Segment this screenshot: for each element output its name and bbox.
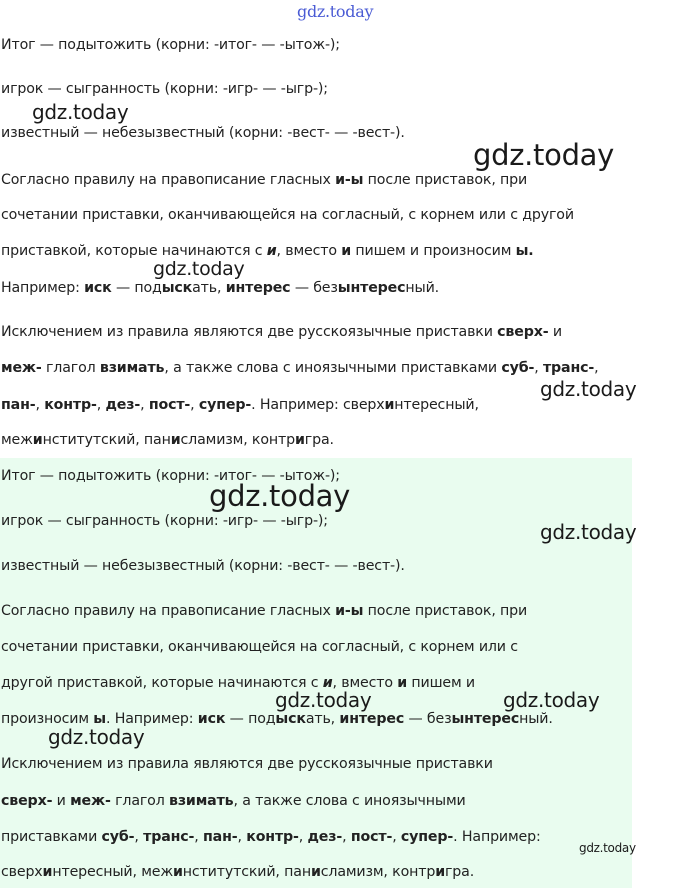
emphasis-segment: суб- xyxy=(501,360,535,376)
text-segment: сочетании приставки, оканчивающейся на согласный, с корнем или с xyxy=(1,639,518,655)
emphasis-segment: сверх- xyxy=(497,324,549,340)
text-segment: ать, xyxy=(192,280,226,296)
text-segment: сверх xyxy=(1,864,43,880)
text-segment: , xyxy=(190,397,199,413)
text-segment: , xyxy=(194,829,204,845)
watermark: gdz.today xyxy=(579,841,636,855)
text-segment: сочетании приставки, оканчивающейся на согласный, с корнем или с другой xyxy=(1,207,574,223)
text-line xyxy=(1,322,562,342)
text-line xyxy=(1,205,574,225)
emphasis-segment: пост- xyxy=(148,397,191,413)
text-segment: глагол xyxy=(110,793,169,809)
emphasis-segment: дез- xyxy=(307,829,343,845)
text-line xyxy=(1,395,479,415)
watermark: gdz.today xyxy=(540,377,637,401)
text-line xyxy=(1,241,534,261)
text-segment: , xyxy=(534,360,543,376)
text-segment: , вместо xyxy=(276,243,342,259)
text-line xyxy=(1,556,405,576)
text-line xyxy=(1,170,527,190)
text-line xyxy=(1,79,328,99)
text-segment: сламизм, контр xyxy=(320,864,436,880)
text-segment: нститутский, пан xyxy=(182,864,311,880)
text-segment: . Например: сверх xyxy=(251,397,385,413)
text-segment: известный — небезызвестный (корни: -вест- — -вест-). xyxy=(1,558,405,574)
emphasis-segment: интерес xyxy=(339,711,405,727)
emphasis-segment: и xyxy=(322,675,333,691)
emphasis-segment: ынтерес xyxy=(451,711,520,727)
text-line xyxy=(1,637,518,657)
text-segment: ать, xyxy=(305,711,340,727)
text-segment: , xyxy=(134,829,144,845)
text-segment: после приставок, при xyxy=(363,172,528,188)
watermark: gdz.today xyxy=(297,2,374,21)
emphasis-segment: меж- xyxy=(1,360,42,376)
emphasis-segment: сверх- xyxy=(1,793,53,809)
text-segment: Например: xyxy=(1,280,85,296)
text-segment: нститутский, пан xyxy=(42,432,171,448)
emphasis-segment: и xyxy=(172,864,183,880)
emphasis-segment: суб- xyxy=(101,829,135,845)
text-segment: , xyxy=(35,397,45,413)
text-line xyxy=(1,123,405,143)
emphasis-segment: ыск xyxy=(161,280,193,296)
watermark: gdz.today xyxy=(48,725,145,749)
text-segment: и xyxy=(548,324,562,340)
emphasis-segment: и xyxy=(170,432,181,448)
emphasis-segment: дез- xyxy=(105,397,141,413)
emphasis-segment: иск xyxy=(84,280,112,296)
text-segment: известный — небезызвестный (корни: -вест- — -вест-). xyxy=(1,125,405,141)
text-segment: пишем и xyxy=(407,675,475,691)
emphasis-segment: ы xyxy=(93,711,106,727)
text-segment: другой приставкой, которые начинаются с xyxy=(1,675,323,691)
text-segment: игрок — сыгранность (корни: -игр- — -ыгр-); xyxy=(1,513,328,529)
text-segment: . Например: xyxy=(105,711,198,727)
watermark: gdz.today xyxy=(473,138,615,172)
text-segment: пишем и произносим xyxy=(351,243,516,259)
watermark: gdz.today xyxy=(209,479,351,513)
text-segment: гра. xyxy=(445,864,475,880)
emphasis-segment: и xyxy=(294,432,305,448)
emphasis-segment: контр- xyxy=(44,397,97,413)
watermark: gdz.today xyxy=(540,520,637,544)
watermark: gdz.today xyxy=(32,100,129,124)
emphasis-segment: транс- xyxy=(542,360,595,376)
emphasis-segment: и-ы xyxy=(335,603,364,619)
text-segment: , а также слова с иноязычными xyxy=(233,793,466,809)
emphasis-segment: пост- xyxy=(350,829,393,845)
emphasis-segment: контр- xyxy=(246,829,299,845)
emphasis-segment: меж- xyxy=(70,793,111,809)
text-line xyxy=(1,430,334,450)
text-segment: , xyxy=(298,829,308,845)
text-line xyxy=(1,601,527,621)
emphasis-segment: пан- xyxy=(1,397,36,413)
emphasis-segment: интерес xyxy=(225,280,291,296)
text-segment: — без xyxy=(404,711,452,727)
emphasis-segment: супер- xyxy=(198,397,252,413)
watermark: gdz.today xyxy=(275,688,372,712)
text-segment: , xyxy=(342,829,351,845)
text-segment: приставками xyxy=(1,829,102,845)
emphasis-segment: и xyxy=(266,243,277,259)
emphasis-segment: и xyxy=(341,243,352,259)
text-segment: Исключением из правила являются две русскоязычные приставки xyxy=(1,324,498,340)
emphasis-segment: и xyxy=(42,864,53,880)
emphasis-segment: и xyxy=(32,432,43,448)
text-segment: , xyxy=(237,829,247,845)
emphasis-segment: и-ы xyxy=(335,172,364,188)
text-line xyxy=(1,35,340,55)
text-segment: нтересный, xyxy=(394,397,479,413)
emphasis-segment: и xyxy=(310,864,321,880)
emphasis-segment: иск xyxy=(197,711,226,727)
text-segment: ный. xyxy=(519,711,553,727)
text-segment: гра. xyxy=(304,432,334,448)
watermark: gdz.today xyxy=(503,688,600,712)
emphasis-segment: ынтерес xyxy=(337,280,406,296)
emphasis-segment: пан- xyxy=(203,829,238,845)
text-segment: Итог — подытожить (корни: -итог- — -ытож-); xyxy=(1,37,340,53)
text-segment: , xyxy=(140,397,149,413)
text-line xyxy=(1,358,598,378)
text-segment: . Например: xyxy=(453,829,541,845)
watermark: gdz.today xyxy=(153,258,245,280)
text-segment: нтересный, меж xyxy=(52,864,173,880)
text-segment: игрок — сыгранность (корни: -игр- — -ыгр-); xyxy=(1,81,328,97)
text-segment: Согласно правилу на правописание гласных xyxy=(1,603,336,619)
emphasis-segment: ы. xyxy=(515,243,534,259)
text-segment: , xyxy=(96,397,106,413)
emphasis-segment: и xyxy=(435,864,445,880)
text-line xyxy=(1,754,493,774)
answer-block-highlighted xyxy=(0,458,632,888)
text-segment: , вместо xyxy=(332,675,398,691)
text-segment: , xyxy=(594,360,599,376)
text-segment: ный. xyxy=(405,280,440,296)
emphasis-segment: ыск xyxy=(275,711,306,727)
emphasis-segment: взимать xyxy=(169,793,234,809)
text-segment: — без xyxy=(290,280,338,296)
text-segment: меж xyxy=(1,432,33,448)
text-segment: произносим xyxy=(1,711,94,727)
text-line xyxy=(1,827,541,847)
text-segment: и xyxy=(52,793,71,809)
text-line xyxy=(1,862,474,882)
text-line xyxy=(1,791,466,811)
text-segment: , xyxy=(392,829,401,845)
text-segment: Итог — подытожить (корни: -итог- — -ытож-); xyxy=(1,468,340,484)
text-segment: — под xyxy=(225,711,276,727)
text-segment: приставкой, которые начинаются с xyxy=(1,243,267,259)
text-segment: — под xyxy=(111,280,162,296)
emphasis-segment: супер- xyxy=(400,829,454,845)
emphasis-segment: и xyxy=(384,397,395,413)
emphasis-segment: транс- xyxy=(143,829,195,845)
text-segment: сламизм, контр xyxy=(180,432,295,448)
text-segment: , а также слова с иноязычными приставками xyxy=(164,360,502,376)
text-segment: Исключением из правила являются две русскоязычные приставки xyxy=(1,756,493,772)
emphasis-segment: взимать xyxy=(99,360,165,376)
text-segment: глагол xyxy=(41,360,100,376)
text-segment: после приставок, при xyxy=(363,603,528,619)
emphasis-segment: и xyxy=(397,675,408,691)
text-line xyxy=(1,511,328,531)
text-segment: Согласно правилу на правописание гласных xyxy=(1,172,336,188)
text-line xyxy=(1,278,439,298)
text-line xyxy=(1,673,475,693)
